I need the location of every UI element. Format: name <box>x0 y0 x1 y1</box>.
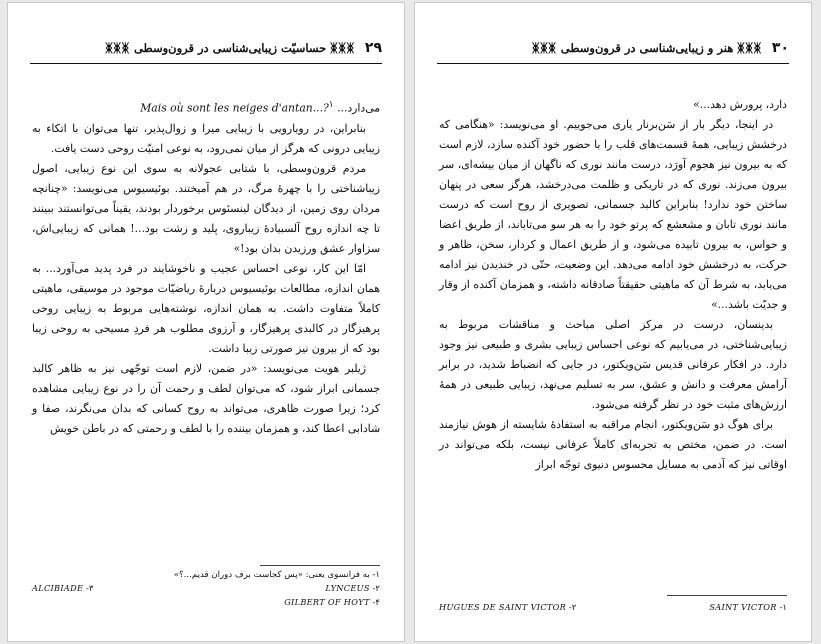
ornament-icon: ᛤᛤᛤ <box>532 41 557 55</box>
footnote-latin: LYNCEUS <box>325 583 370 593</box>
paragraph: مردم قرون‌وسطی، با شتابی عجولانه به سوی این نوع زیبایی، اصول زیباشناختی را با چهرهٔ مرگ، در هم آمیختند. بوئیسیوس می‌نویسد: «چنانچه مردان روی زمین، از دیدگان لینسئوس برخوردار بودند، یقیناً می‌توانستند ببینند تا چه اندازه روح آلسبیادهٔ زیباروی، پلید و زشت بود...! همانی که زیبایی‌اش، سزاوار عشق ورزیدن بدان بود!» <box>32 161 380 255</box>
footnote-number: ۲- <box>566 603 577 613</box>
footnote-number: ۳- <box>83 584 94 594</box>
left-page-header <box>30 37 382 59</box>
ornament-icon: ᛤᛤᛤ <box>737 41 762 55</box>
right-page <box>414 2 812 642</box>
footnote <box>325 582 380 596</box>
left-page <box>7 2 405 642</box>
footnote-number: ۱- <box>776 603 787 613</box>
footnote-row <box>32 582 380 596</box>
paragraph: امّا این کار، نوعی احساس عجیب و ناخوشایند در فرد پدید می‌آورد... به همان اندازه، مطالعات بوئیسیوس دربارهٔ ریاضیّات موجود در موسیقی، ماهیتی کاملاً متفاوت داشت. به همان اندازه، نوشته‌هایی مربوط به زیبایی روحی پرهیزگار در کالبدی پرهیزگار، و آرزوی مطلوب هر فردِ مسیحی به روحی زیبا بود که از بیرون نیز صورتی زیبا داشت. <box>32 261 380 355</box>
header-rule <box>437 63 789 64</box>
right-page-header <box>437 37 789 59</box>
paragraph: بدینسان، درست در مرکز اصلی مباحث و مناقشات مربوط به زیبایی‌شناختی، در می‌یابیم که نوعی احساس زیبایی بشری و طبیعی نیز وجود دارد. در افکار عرفانی قدیس سَن‌ویکتور، در جایی که انضباط شدید، در برابر آرامش معرفت و دانش و عشق، سر به تسلیم می‌نهد، زیبایی طبیعی در همهٔ ارزش‌های مثبت خود در نظر گرفته می‌شود. <box>439 318 787 411</box>
page-number: ۳۰ <box>771 40 789 56</box>
footnote <box>439 601 576 615</box>
paragraph: در اینجا، دیگر بار از سَن‌برنار یاری می‌جوییم. او می‌نویسد: «هنگامی که درخشش زیبایی، همهٔ قسمت‌های قلب را با حضور خود آکنده سازد، لازم است که به بیرون نیز هجوم آورَد، درست مانند نوری که ناگهان از میان بیشه‌ای، سر بیرون می‌زند. نوری که در تاریکی و ظلمت می‌درخشد، هرگز سعی در پنهان ساختن خود ندارد! بنابراین کالبد جسمانی، تصویری از روح است که درست مانند نوری تابان و مشعشع که پرتو خود را به هر سو می‌تاباند، از طریق اعضا و حواس، به بیرون تابیده می‌شود، و از طریق اعمال و کردار، سخن، ظاهر و حرکت، به درخشش خود ادامه می‌دهد. این وضعیت، حتّی در خندیدن نیز ادامه می‌یابد، به شرط آن که ماهیتی حقیقتاً صادقانه داشته، و همزمان آکنده از وقار و جدیّت باشد...» <box>439 118 787 311</box>
paragraph: برای هوگ دو سَن‌ویکتور، انجام مراقبه به استفادهٔ شایسته از هوش نیازمند است. در ضمن، مختص به تجربه‌ای کاملاً عرفانی نیست، بلکه می‌تواند در اوقاتی نیز که آدمی به مسایل محسوس دنیوی توجّه ابراز <box>439 418 787 471</box>
footnote-marker: ۱ <box>328 100 334 110</box>
ornament-icon: ᛤᛤᛤ <box>105 41 130 55</box>
ornament-icon: ᛤᛤᛤ <box>330 41 355 55</box>
paragraph: دارد، پرورش دهد...» <box>693 98 787 111</box>
footnote-rule <box>260 565 380 566</box>
footnotes <box>32 569 380 610</box>
footnote-rule <box>667 595 787 596</box>
footnote <box>32 596 380 610</box>
running-title: حساسیّت زیبایی‌شناسی در قرون‌وسطی <box>133 41 327 55</box>
footnote-number: ۲- <box>369 584 380 594</box>
page-number: ۲۹ <box>364 40 382 56</box>
footnote-latin: SAINT VICTOR <box>709 602 777 612</box>
footnote-latin: ALCIBIADE <box>32 583 84 593</box>
running-title: هنر و زیبایی‌شناسی در قرون‌وسطی <box>560 41 734 55</box>
paragraph: ژیلبر هویت می‌نویسد: «در ضمن، لازم است توجّهی نیز به ظاهر کالبد جسمانی ابراز شود، که می‌توان لطف و رحمت آن را در نوع زیبایی مشاهده کرد؛ زیرا صورت ظاهری، می‌تواند به روح کسانی که بدان می‌نگرند، صفا و شادابی اعطا کند، و همزمان بیننده را با لطف و رحمتی که در باطن خویش <box>32 361 380 435</box>
footnote <box>32 582 94 596</box>
footnotes <box>439 601 787 615</box>
header-rule <box>30 63 382 64</box>
left-page-body <box>32 95 380 439</box>
footnote-number: ۴- <box>369 598 380 608</box>
latin-quote: Mais où sont les neiges d'antan...? <box>140 101 329 115</box>
footnote: ۱- به فرانسوی یعنی: «پس کجاست برف دوران قدیم...؟» <box>173 570 380 580</box>
paragraph: بنابراین، در رویارویی با زیبایی میرا و زوال‌پذیر، تنها می‌توان با اتکاء به زیبایی درونی که هرگز از میان نمی‌رود، به نوعی امنیّت روحی دست یافت. <box>32 121 380 155</box>
footnote <box>709 601 787 615</box>
paragraph <box>32 95 380 119</box>
footnote-latin: HUGUES DE SAINT VICTOR <box>439 602 567 612</box>
footnote-latin: GILBERT OF HOYT <box>284 597 370 607</box>
right-page-body <box>439 95 787 475</box>
footnote-row <box>439 601 787 615</box>
paragraph-text: می‌دارد... <box>337 101 380 115</box>
